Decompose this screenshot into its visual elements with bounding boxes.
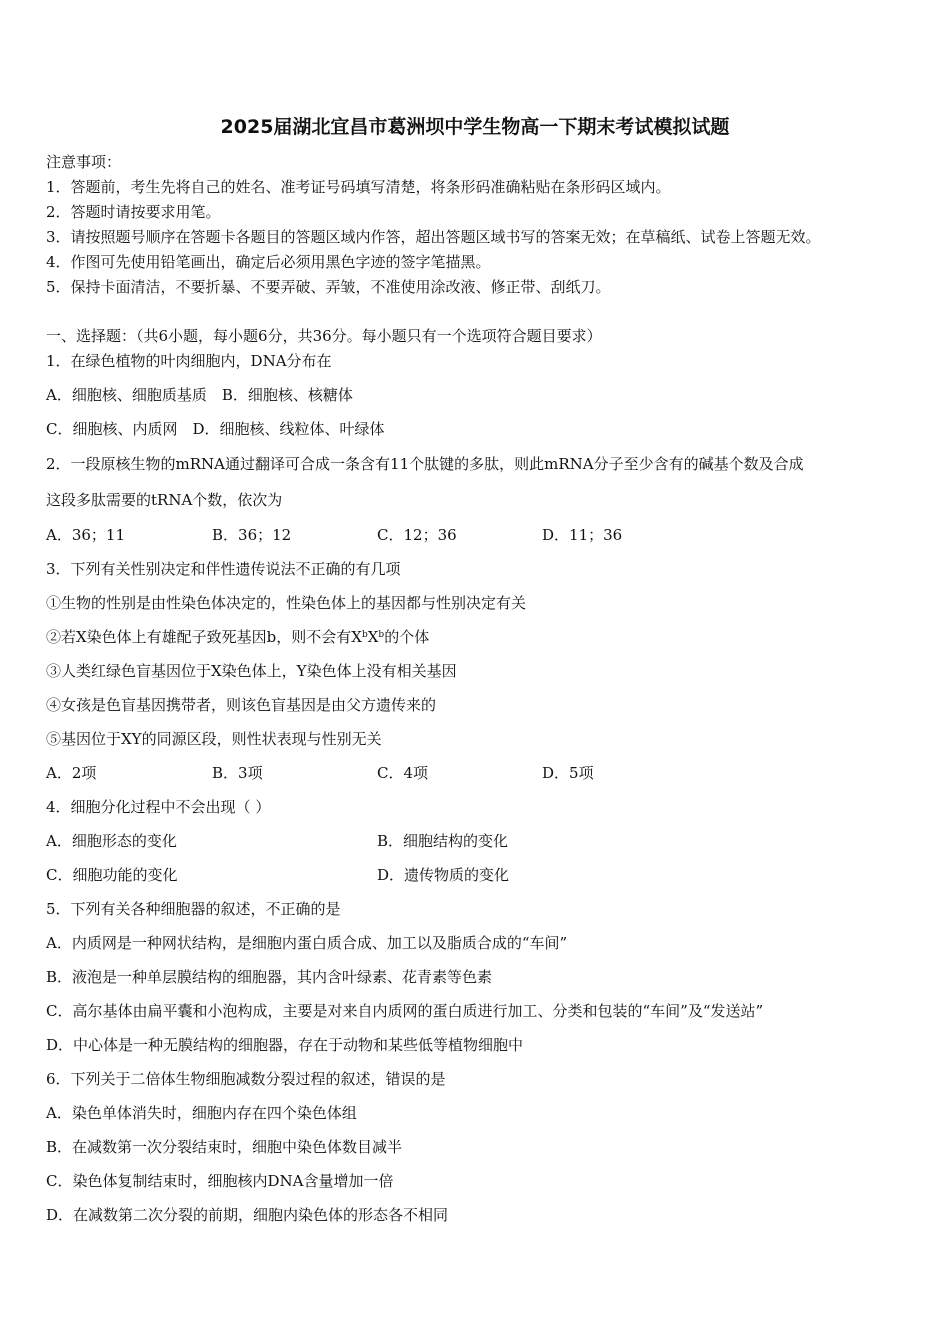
q3-statement-1: ①生物的性别是由性染色体决定的，性染色体上的基因都与性别决定有关: [46, 594, 527, 612]
q3-option-d: D．5项: [542, 764, 594, 782]
q5-stem: 5．下列有关各种细胞器的叙述，不正确的是: [46, 900, 341, 918]
q6-option-b: B．在减数第一次分裂结束时，细胞中染色体数目减半: [46, 1138, 403, 1156]
q2-option-a: A．36；11: [46, 526, 126, 544]
q3-statement-4: ④女孩是色盲基因携带者，则该色盲基因是由父方遗传来的: [46, 696, 437, 714]
q2-option-c: C．12；36: [377, 526, 457, 544]
q3-option-b: B．3项: [212, 764, 263, 782]
q6-stem: 6．下列关于二倍体生物细胞减数分裂过程的叙述，错误的是: [46, 1070, 446, 1088]
q3-stem: 3．下列有关性别决定和伴性遗传说法不正确的有几项: [46, 560, 401, 578]
q6-option-c: C．染色体复制结束时，细胞核内DNA含量增加一倍: [46, 1172, 394, 1190]
q4-option-b: B．细胞结构的变化: [377, 832, 509, 850]
q3-option-a: A．2项: [46, 764, 97, 782]
notice-item-1: 1．答题前，考生先将自己的姓名、准考证号码填写清楚，将条形码准确粘贴在条形码区域内。: [46, 178, 671, 196]
q2-stem-line-1: 2．一段原核生物的mRNA通过翻译可合成一条含有11个肽键的多肽，则此mRNA分子至少含有的碱基个数及合成: [46, 455, 804, 473]
q5-option-a: A．内质网是一种网状结构，是细胞内蛋白质合成、加工以及脂质合成的“车间”: [46, 934, 568, 952]
q3-statement-5: ⑤基因位于XY的同源区段，则性状表现与性别无关: [46, 730, 382, 748]
q6-option-d: D．在减数第二次分裂的前期，细胞内染色体的形态各不相同: [46, 1206, 449, 1224]
notice-item-5: 5．保持卡面清洁，不要折暴、不要弄破、弄皱，不准使用涂改液、修正带、刮纸刀。: [46, 278, 611, 296]
q1-options-line-1: A．细胞核、细胞质基质 B．细胞核、核糖体: [46, 386, 353, 404]
notice-item-2: 2．答题时请按要求用笔。: [46, 203, 221, 221]
q3-option-c: C．4项: [377, 764, 429, 782]
notice-heading: 注意事项：: [46, 153, 122, 171]
q3-statement-3: ③人类红绿色盲基因位于X染色体上，Y染色体上没有相关基因: [46, 662, 457, 680]
q1-options-line-2: C．细胞核、内质网 D．细胞核、线粒体、叶绿体: [46, 420, 385, 438]
q5-option-b: B．液泡是一种单层膜结构的细胞器，其内含叶绿素、花青素等色素: [46, 968, 493, 986]
section-heading: 一、选择题：（共6小题，每小题6分，共36分。每小题只有一个选项符合题目要求）: [46, 327, 602, 345]
exam-title: 2025届湖北宜昌市葛洲坝中学生物高一下期末考试模拟试题: [220, 116, 730, 138]
q4-option-a: A．细胞形态的变化: [46, 832, 177, 850]
q5-option-c: C．高尔基体由扁平囊和小泡构成，主要是对来自内质网的蛋白质进行加工、分类和包装的“车间”及“发送站”: [46, 1002, 764, 1020]
notice-item-3: 3．请按照题号顺序在答题卡各题目的答题区域内作答，超出答题区域书写的答案无效；在草稿纸、试卷上答题无效。: [46, 228, 821, 246]
q2-option-b: B．36；12: [212, 526, 292, 544]
q6-option-a: A．染色单体消失时，细胞内存在四个染色体组: [46, 1104, 357, 1122]
q3-statement-2: ②若X染色体上有雄配子致死基因b，则不会有$X^bX^b$的个体: [46, 628, 430, 646]
notice-item-4: 4．作图可先使用铅笔画出，确定后必须用黑色字迹的签字笔描黑。: [46, 253, 491, 271]
q4-option-d: D．遗传物质的变化: [377, 866, 510, 884]
q4-stem: 4．细胞分化过程中不会出现（ ）: [46, 798, 271, 816]
q4-option-c: C．细胞功能的变化: [46, 866, 178, 884]
q2-stem-line-2: 这段多肽需要的tRNA个数，依次为: [46, 491, 283, 509]
q5-option-d: D．中心体是一种无膜结构的细胞器，存在于动物和某些低等植物细胞中: [46, 1036, 524, 1054]
q2-option-d: D．11；36: [542, 526, 623, 544]
q1-stem: 1．在绿色植物的叶肉细胞内，DNA分布在: [46, 352, 332, 370]
